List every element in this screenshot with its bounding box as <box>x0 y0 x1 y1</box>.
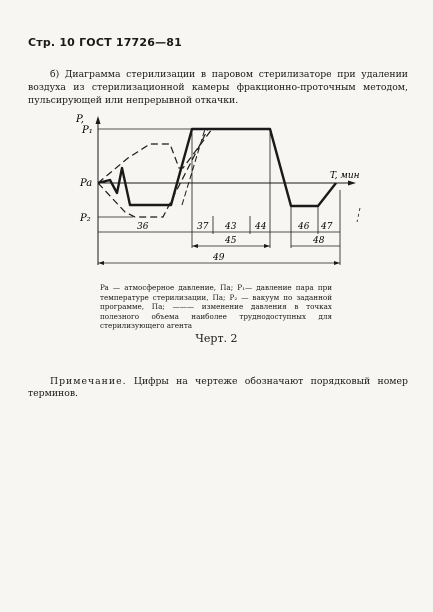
y-axis-arrow <box>96 116 101 124</box>
stage-number-45: 45 <box>225 236 237 246</box>
stage-number-44: 44 <box>255 222 267 232</box>
page-header: Стр. 10 ГОСТ 17726—81 <box>28 36 183 49</box>
p2-label: P₂ <box>80 213 91 224</box>
dashed-curve-middle <box>182 129 205 205</box>
diagram-legend: Pa — атмосферное давление, Па; P₁— давление пара при температуре стерилизации, Па; P₂ — вакуум по заданной программе, Па; ——— изменение давления в точках полезного объема наиболее труднодоступных для стерилизующего агента <box>100 283 332 331</box>
stage-number-48: 48 <box>313 236 325 246</box>
stage-number-47: 47 <box>321 222 333 232</box>
p-axis-label: P, <box>76 114 84 125</box>
stage-number-46: 46 <box>298 222 310 232</box>
note-text: Цифры на чертеже обозначают порядковый номер терминов. <box>28 376 408 399</box>
note-paragraph <box>28 376 408 400</box>
figure-title: Черт. 2 <box>195 332 238 345</box>
dashed-tail <box>357 208 360 222</box>
stage-number-36: 36 <box>137 222 149 232</box>
stage-number-43: 43 <box>225 222 237 232</box>
pa-label: Pa <box>80 178 93 189</box>
dashed-curve-upper <box>98 129 212 183</box>
note-label: Примечание. <box>50 376 127 387</box>
time-axis-label: T, мин <box>330 171 360 181</box>
p1-label: P₁ <box>82 125 93 136</box>
stage-number-37: 37 <box>197 222 209 232</box>
x-axis-arrow <box>348 181 356 186</box>
pressure-curve <box>98 129 336 206</box>
stage-number-49: 49 <box>213 253 225 263</box>
caption-text: б) Диаграмма стерилизации в паровом стерилизаторе при удалении воздуха из стерилизационной камеры фракционно-проточным методом, пульсирующей или непрерывной откачки. <box>28 69 408 106</box>
